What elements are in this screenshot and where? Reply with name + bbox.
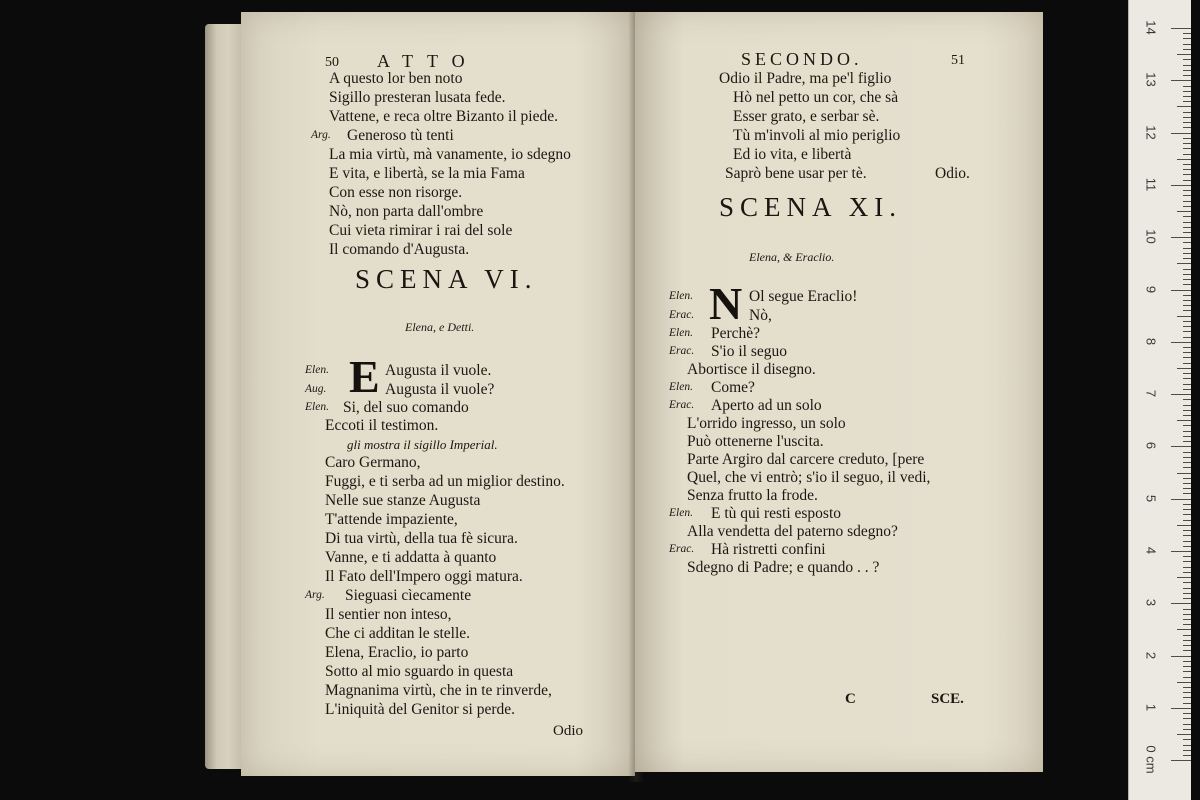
ruler-tick xyxy=(1183,216,1191,217)
running-head: ATTO xyxy=(377,51,479,71)
ruler-tick xyxy=(1183,467,1191,468)
verse-line: Hò nel petto un cor, che sà xyxy=(733,89,899,106)
scene-title: SCENA VI. xyxy=(355,264,538,294)
speaker-label: Aug. xyxy=(305,383,327,395)
ruler-tick xyxy=(1183,310,1191,311)
verse-line: La mia virtù, mà vanamente, io sdegno xyxy=(329,146,571,163)
ruler-tick xyxy=(1183,222,1191,223)
ruler-tick xyxy=(1183,164,1191,165)
dialogue-line: Hà ristretti confini xyxy=(711,541,826,558)
book-spread xyxy=(205,12,1043,780)
ruler-tick xyxy=(1183,331,1191,332)
ruler-tick xyxy=(1183,572,1191,573)
ruler-tick xyxy=(1183,127,1191,128)
speaker-label: Erac. xyxy=(669,345,695,357)
ruler-tick xyxy=(1177,211,1191,212)
ruler-tick xyxy=(1183,33,1191,34)
ruler-tick xyxy=(1183,389,1191,390)
ruler-label: 1 xyxy=(1143,703,1159,711)
verse-line: Nelle sue stanze Augusta xyxy=(325,492,481,509)
ruler-label: 4 xyxy=(1143,546,1159,555)
verse-line: Sigillo presteran lusata fede. xyxy=(329,89,506,106)
verse-line: Vanne, e ti addatta à quanto xyxy=(325,549,497,566)
verse-line: A questo lor ben noto xyxy=(329,70,463,87)
ruler-tick xyxy=(1183,305,1191,306)
dialogue-line: Sdegno di Padre; e quando . . ? xyxy=(687,559,880,576)
ruler-tick xyxy=(1183,739,1191,740)
ruler-tick xyxy=(1183,619,1191,620)
ruler-label: 12 xyxy=(1143,124,1159,140)
ruler-tick xyxy=(1183,661,1191,662)
dialogue-line: Aperto ad un solo xyxy=(711,397,822,414)
verse-line: Con esse non risorge. xyxy=(329,184,463,201)
ruler-tick xyxy=(1183,645,1191,646)
ruler-tick xyxy=(1183,718,1191,719)
ruler-tick xyxy=(1171,237,1191,238)
ruler-label: 9 xyxy=(1143,285,1159,293)
dialogue-line: L'orrido ingresso, un solo xyxy=(687,415,846,432)
ruler-label: 11 xyxy=(1143,177,1159,192)
ruler-tick xyxy=(1183,59,1191,60)
speaker-label: Elen. xyxy=(669,290,693,302)
ruler-tick xyxy=(1177,525,1191,526)
ruler-tick xyxy=(1183,169,1191,170)
scene-characters: Elena, & Eraclio. xyxy=(749,250,835,264)
ruler-tick xyxy=(1183,195,1191,196)
aria-end: Odio. xyxy=(935,165,970,182)
scene-characters: Elena, e Detti. xyxy=(405,320,475,334)
ruler-tick xyxy=(1183,405,1191,406)
verse-line: Tù m'involi al mio periglio xyxy=(733,127,901,144)
verse-line: Magnanima virtù, che in te rinverde, xyxy=(325,682,552,699)
ruler-tick xyxy=(1177,420,1191,421)
ruler-tick xyxy=(1177,316,1191,317)
stage-direction: gli mostra il sigillo Imperial. xyxy=(347,437,498,452)
ruler-tick xyxy=(1183,357,1191,358)
ruler-tick xyxy=(1183,101,1191,102)
ruler-tick xyxy=(1171,80,1191,81)
ruler-tick xyxy=(1183,378,1191,379)
signature-mark: C xyxy=(845,691,856,707)
speaker-label: Arg. xyxy=(311,129,331,141)
page-edges xyxy=(205,24,243,769)
left-page xyxy=(241,12,635,776)
ruler-tick xyxy=(1183,242,1191,243)
dialogue-line: Alla vendetta del paterno sdegno? xyxy=(687,523,898,540)
dialogue-line: Augusta il vuole? xyxy=(385,381,495,398)
ruler-tick xyxy=(1183,65,1191,66)
ruler-tick xyxy=(1183,514,1191,515)
ruler-tick xyxy=(1183,49,1191,50)
verse-line: Caro Germano, xyxy=(325,454,421,471)
ruler-label: 13 xyxy=(1143,72,1159,88)
ruler-tick xyxy=(1183,729,1191,730)
drop-cap: N xyxy=(709,278,743,329)
ruler-label: 5 xyxy=(1143,494,1159,502)
ruler-tick xyxy=(1183,750,1191,751)
dialogue-line: Abortisce il disegno. xyxy=(687,361,816,378)
ruler-tick xyxy=(1171,551,1191,552)
verse-line: Ed io vita, e libertà xyxy=(733,146,852,163)
dialogue-line: Quel, che vi entrò; s'io il seguo, il vedi, xyxy=(687,469,931,486)
ruler-tick xyxy=(1183,556,1191,557)
ruler-label: 3 xyxy=(1143,599,1159,607)
ruler-tick xyxy=(1183,321,1191,322)
ruler-tick xyxy=(1183,206,1191,207)
ruler-tick xyxy=(1183,436,1191,437)
ruler-tick xyxy=(1177,682,1191,683)
ruler-tick xyxy=(1183,452,1191,453)
ruler-tick xyxy=(1183,399,1191,400)
verse-line: Fuggi, e ti serba ad un miglior destino. xyxy=(325,473,565,490)
ruler-tick xyxy=(1183,713,1191,714)
dialogue-line: Nò, xyxy=(749,307,772,324)
ruler-tick xyxy=(1183,588,1191,589)
verse-line: Saprò bene usar per tè. xyxy=(725,165,867,182)
speaker-label: Elen. xyxy=(305,401,329,413)
ruler-tick xyxy=(1183,180,1191,181)
ruler-tick xyxy=(1183,687,1191,688)
ruler-tick xyxy=(1183,122,1191,123)
ruler-tick xyxy=(1183,337,1191,338)
ruler-tick xyxy=(1171,446,1191,447)
ruler-tick xyxy=(1183,258,1191,259)
ruler-tick xyxy=(1183,295,1191,296)
ruler-tick xyxy=(1183,535,1191,536)
ruler-label: 8 xyxy=(1143,337,1159,345)
ruler-tick xyxy=(1171,656,1191,657)
ruler-tick xyxy=(1183,671,1191,672)
dialogue-line: Come? xyxy=(711,379,755,396)
ruler-tick xyxy=(1183,300,1191,301)
ruler-tick xyxy=(1183,269,1191,270)
ruler-tick xyxy=(1183,410,1191,411)
verse-line: Sieguasi cìecamente xyxy=(345,587,472,604)
ruler-tick xyxy=(1171,760,1191,761)
dialogue-line: Augusta il vuole. xyxy=(385,362,492,379)
speaker-label: Elen. xyxy=(669,381,693,393)
ruler-tick xyxy=(1183,232,1191,233)
ruler-tick xyxy=(1183,697,1191,698)
ruler-tick xyxy=(1183,174,1191,175)
dialogue-line: Parte Argiro dal carcere creduto, [pere xyxy=(687,451,925,468)
ruler-label: 14 xyxy=(1143,20,1159,35)
scene-title: SCENA XI. xyxy=(719,192,903,222)
page-number: 51 xyxy=(951,53,965,68)
verse-line: Sotto al mio sguardo in questa xyxy=(325,663,514,680)
ruler-tick xyxy=(1183,624,1191,625)
ruler-tick xyxy=(1183,253,1191,254)
ruler-tick xyxy=(1183,70,1191,71)
dialogue-line: Si, del suo comando xyxy=(343,399,469,416)
ruler-tick xyxy=(1183,373,1191,374)
ruler-tick xyxy=(1183,541,1191,542)
verse-line: E vita, e libertà, se la mia Fama xyxy=(329,165,525,182)
ruler-tick xyxy=(1183,201,1191,202)
ruler-tick xyxy=(1183,755,1191,756)
ruler-label: 2 xyxy=(1143,651,1159,659)
speaker-label: Erac. xyxy=(669,399,695,411)
dialogue-line: Può ottenerne l'uscita. xyxy=(687,433,824,450)
speaker-label: Elen. xyxy=(669,327,693,339)
ruler-tick xyxy=(1171,499,1191,500)
ruler-tick xyxy=(1183,363,1191,364)
ruler-tick xyxy=(1183,703,1191,704)
ruler-tick xyxy=(1177,106,1191,107)
ruler-tick xyxy=(1183,384,1191,385)
ruler-tick xyxy=(1171,290,1191,291)
ruler-tick xyxy=(1183,520,1191,521)
dialogue-line: Senza frutto la frode. xyxy=(687,487,818,504)
ruler-tick xyxy=(1183,640,1191,641)
ruler-tick xyxy=(1183,352,1191,353)
ruler-tick xyxy=(1183,91,1191,92)
ruler-tick xyxy=(1183,38,1191,39)
catchword: SCE. xyxy=(931,691,964,707)
ruler-tick xyxy=(1183,44,1191,45)
ruler-tick xyxy=(1183,530,1191,531)
ruler-tick xyxy=(1183,666,1191,667)
page-number: 50 xyxy=(325,55,339,70)
ruler-tick xyxy=(1183,483,1191,484)
verse-line: Vattene, e reca oltre Bizanto il piede. xyxy=(329,108,558,125)
verse-line: Cui vieta rimirar i rai del sole xyxy=(329,222,513,239)
speaker-label: Arg. xyxy=(305,589,325,601)
ruler-tick xyxy=(1183,457,1191,458)
ruler-tick xyxy=(1183,431,1191,432)
ruler-tick xyxy=(1183,190,1191,191)
speaker-label: Elen. xyxy=(669,507,693,519)
ruler-tick xyxy=(1177,159,1191,160)
catchword: Odio xyxy=(553,723,583,739)
ruler-label: 6 xyxy=(1143,442,1159,450)
drop-cap: E xyxy=(349,351,380,402)
ruler-tick xyxy=(1171,133,1191,134)
ruler-tick xyxy=(1183,75,1191,76)
verse-line: Generoso tù tenti xyxy=(347,127,454,144)
ruler-tick xyxy=(1183,561,1191,562)
ruler-tick xyxy=(1183,227,1191,228)
ruler-tick xyxy=(1183,462,1191,463)
verse-line: L'iniquità del Genitor si perde. xyxy=(325,701,516,718)
ruler-tick xyxy=(1171,603,1191,604)
ruler-tick xyxy=(1183,692,1191,693)
ruler-tick xyxy=(1171,28,1191,29)
ruler-tick xyxy=(1183,154,1191,155)
ruler-tick xyxy=(1183,248,1191,249)
ruler-tick xyxy=(1177,577,1191,578)
ruler-tick xyxy=(1183,96,1191,97)
ruler-tick xyxy=(1183,677,1191,678)
ruler-tick xyxy=(1183,425,1191,426)
ruler-tick xyxy=(1171,708,1191,709)
verse-line: Che ci additan le stelle. xyxy=(325,625,471,642)
ruler-tick xyxy=(1183,724,1191,725)
ruler-tick xyxy=(1171,394,1191,395)
ruler-tick xyxy=(1183,614,1191,615)
verse-line: Esser grato, e serbar sè. xyxy=(733,108,880,125)
verse-line: Elena, Eraclio, io parto xyxy=(325,644,469,661)
dialogue-line: Eccoti il testimon. xyxy=(325,417,439,434)
speaker-label: Erac. xyxy=(669,543,695,555)
ruler-tick xyxy=(1171,342,1191,343)
speaker-label: Elen. xyxy=(305,364,329,376)
ruler-tick xyxy=(1183,504,1191,505)
running-head: SECONDO. xyxy=(741,49,863,69)
ruler-tick xyxy=(1177,473,1191,474)
dialogue-line: Ol segue Eraclio! xyxy=(749,288,858,305)
verse-line: Nò, non parta dall'ombre xyxy=(329,203,484,220)
right-page xyxy=(635,12,1043,772)
ruler-tick xyxy=(1183,112,1191,113)
ruler-tick xyxy=(1183,650,1191,651)
ruler-tick xyxy=(1183,347,1191,348)
ruler-tick xyxy=(1171,185,1191,186)
verse-line: Il comando d'Augusta. xyxy=(329,241,470,258)
verse-line: T'attende impaziente, xyxy=(325,511,458,528)
verse-line: Il Fato dell'Impero oggi matura. xyxy=(325,568,523,585)
ruler-tick xyxy=(1177,629,1191,630)
ruler-tick xyxy=(1177,734,1191,735)
ruler-tick xyxy=(1183,415,1191,416)
ruler-tick xyxy=(1177,263,1191,264)
ruler-tick xyxy=(1183,593,1191,594)
dialogue-line: E tù qui resti esposto xyxy=(711,505,842,522)
ruler-tick xyxy=(1183,284,1191,285)
ruler-tick xyxy=(1183,143,1191,144)
verse-line: Odio il Padre, ma pe'l figlio xyxy=(719,70,892,87)
ruler-tick xyxy=(1183,493,1191,494)
speaker-label: Erac. xyxy=(669,309,695,321)
ruler-tick xyxy=(1183,117,1191,118)
ruler-tick xyxy=(1183,326,1191,327)
ruler-label: 7 xyxy=(1143,389,1159,398)
ruler-tick xyxy=(1183,635,1191,636)
ruler-tick xyxy=(1183,488,1191,489)
ruler-tick xyxy=(1183,582,1191,583)
ruler-tick xyxy=(1183,274,1191,275)
ruler-tick xyxy=(1183,509,1191,510)
measurement-ruler xyxy=(1128,0,1191,800)
ruler-tick xyxy=(1183,546,1191,547)
verse-line: Di tua virtù, della tua fè sicura. xyxy=(325,530,518,547)
ruler-tick xyxy=(1183,148,1191,149)
ruler-tick xyxy=(1183,598,1191,599)
ruler-tick xyxy=(1177,368,1191,369)
ruler-tick xyxy=(1183,745,1191,746)
ruler-tick xyxy=(1183,279,1191,280)
ruler-label: 10 xyxy=(1143,229,1159,244)
ruler-tick xyxy=(1183,567,1191,568)
dialogue-line: S'io il seguo xyxy=(711,343,787,360)
ruler-tick xyxy=(1177,54,1191,55)
dialogue-line: Perchè? xyxy=(711,325,761,342)
ruler-tick xyxy=(1183,441,1191,442)
ruler-unit: 0 cm xyxy=(1143,745,1159,774)
verse-line: Il sentier non inteso, xyxy=(325,606,452,623)
ruler-tick xyxy=(1183,478,1191,479)
ruler-tick xyxy=(1183,609,1191,610)
ruler-tick xyxy=(1183,86,1191,87)
ruler-tick xyxy=(1183,138,1191,139)
